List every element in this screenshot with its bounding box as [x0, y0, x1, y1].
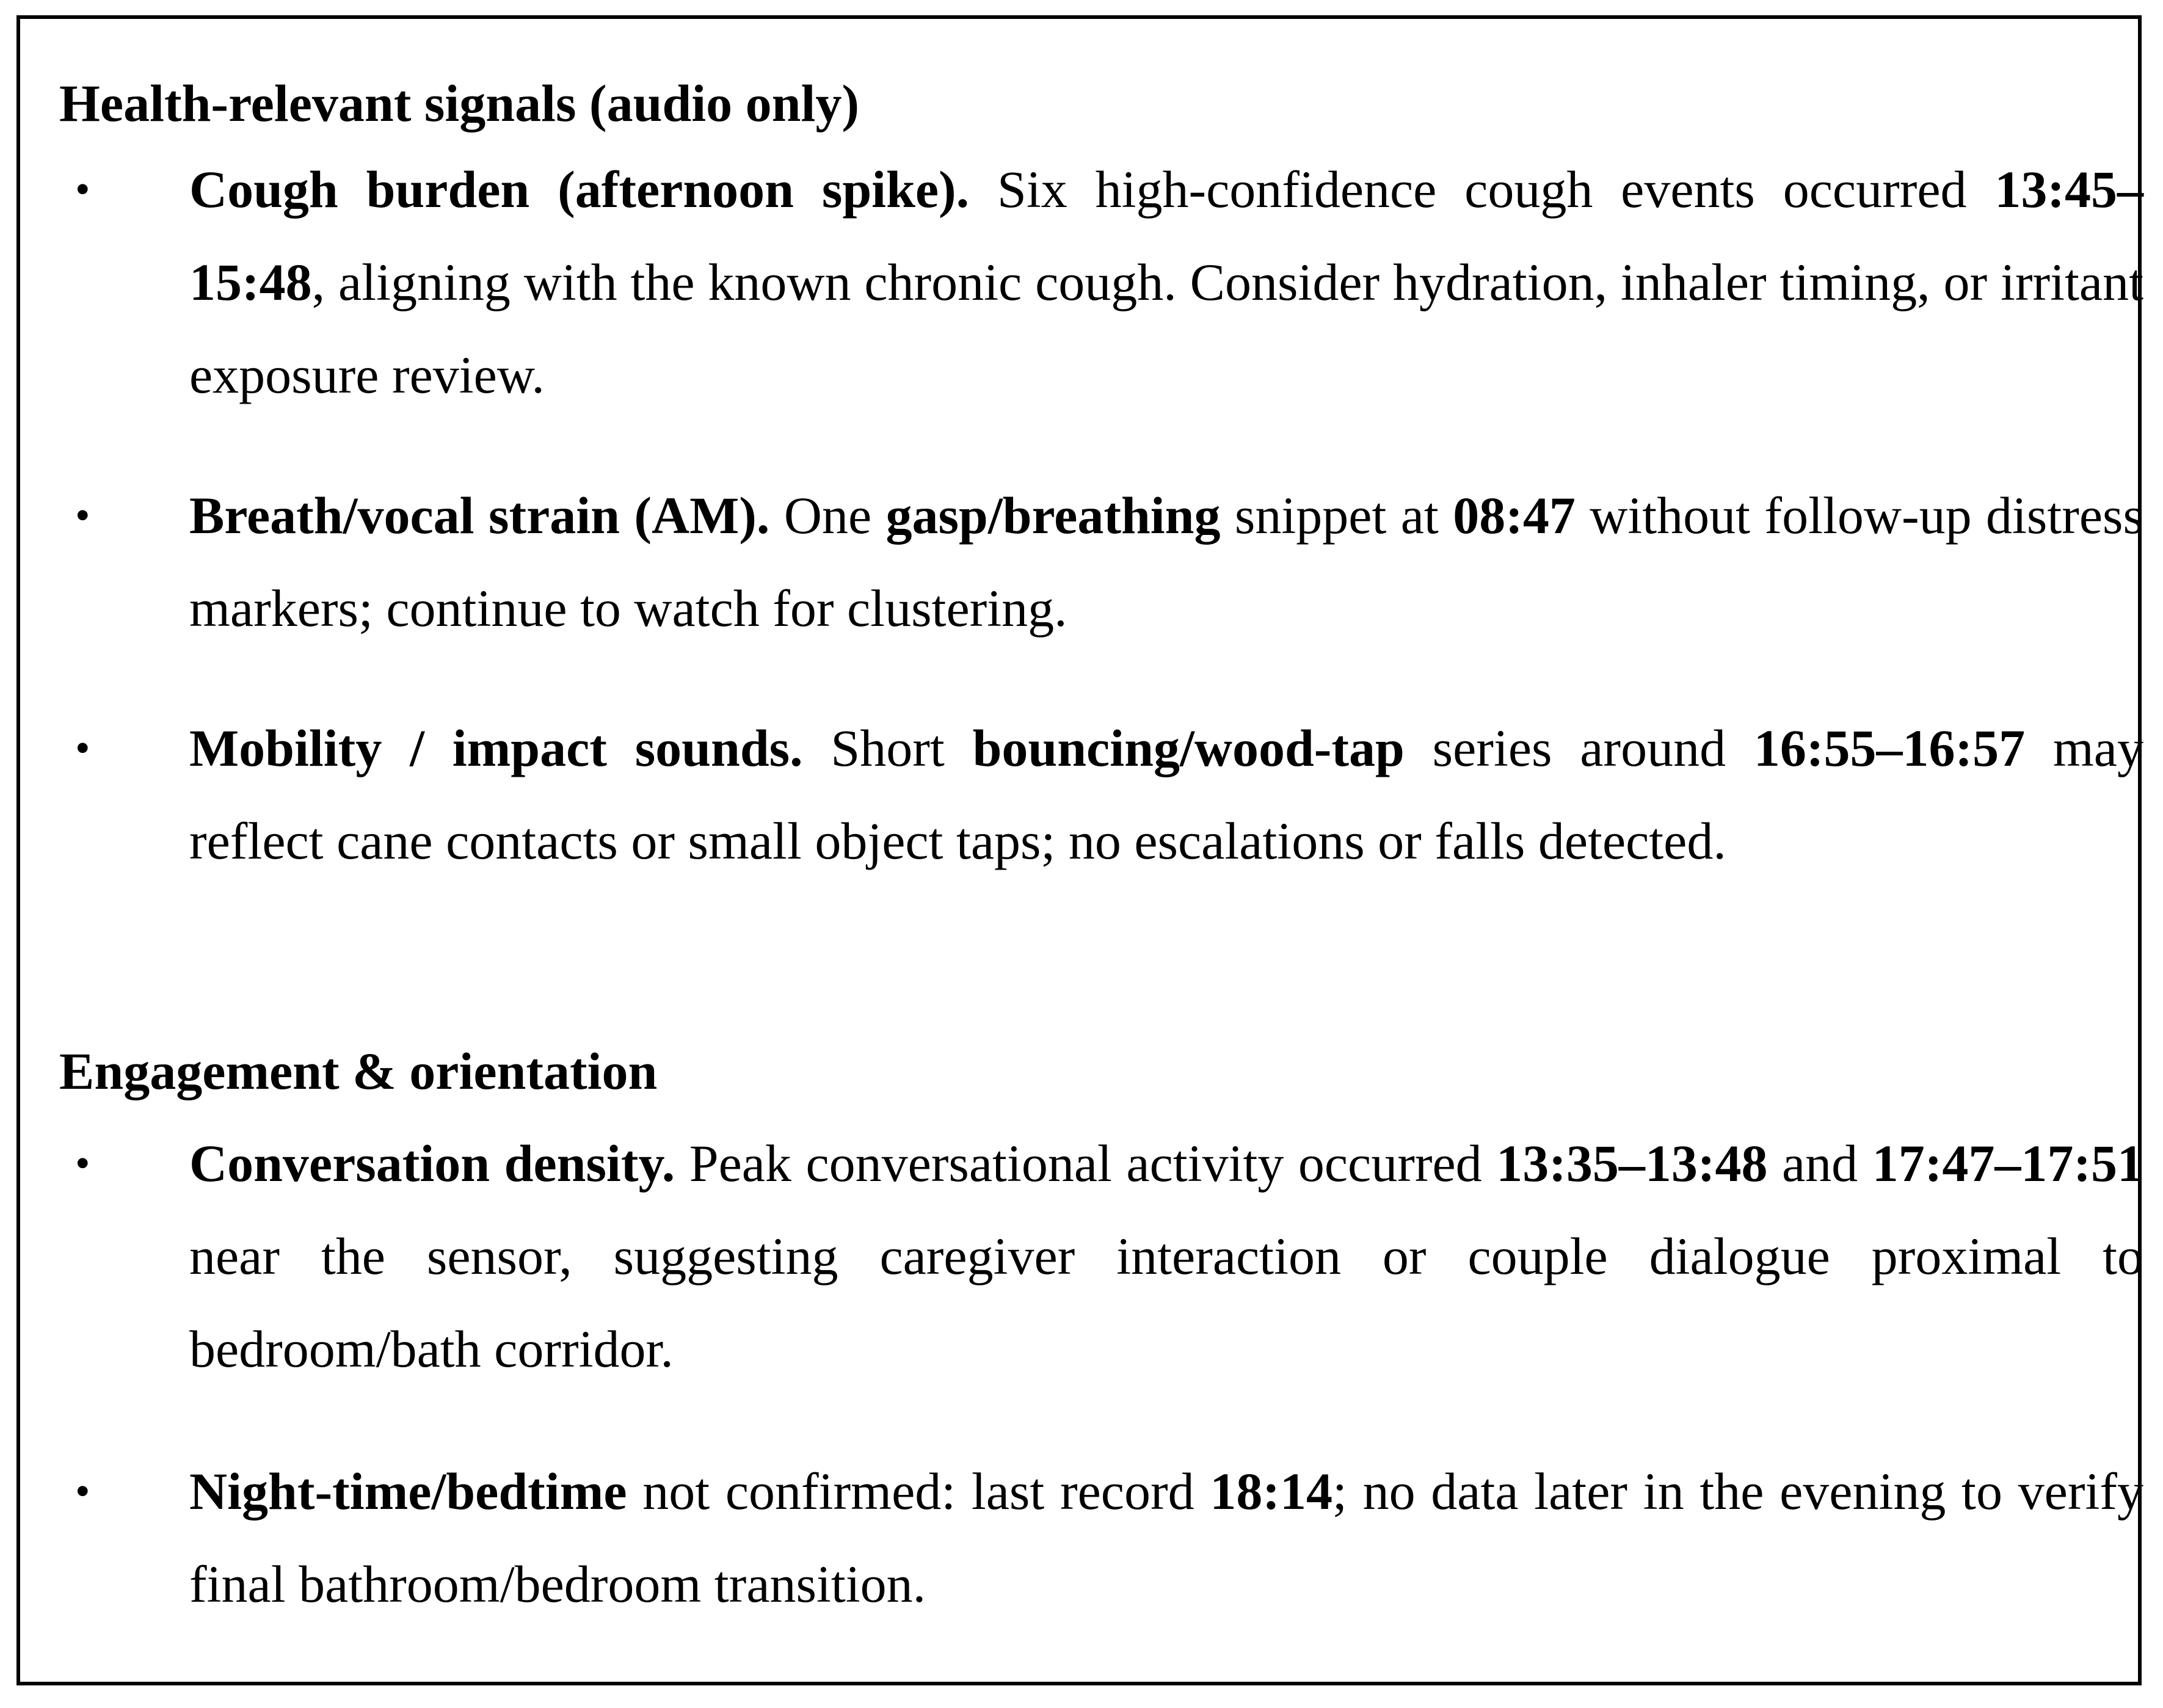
body-text: Peak conversational activity occurred	[675, 1134, 1497, 1193]
emphasis-text: gasp/breathing	[885, 486, 1221, 545]
body-text: near the sensor, suggesting caregiver interaction or couple dialogue proximal to bedroom/bath corridor.	[189, 1227, 2143, 1378]
list-item-text	[189, 1445, 2143, 1630]
emphasis-text: 16:55–16:57	[1753, 719, 2026, 777]
list-item-text	[189, 469, 2143, 655]
list-item-text	[189, 143, 2143, 421]
body-text: series around	[1404, 719, 1754, 777]
emphasis-text: bouncing/wood-tap	[972, 719, 1405, 777]
body-text: ; no data later in the evening to verify final bathroom/bedroom transition.	[189, 1462, 2143, 1613]
bullet-dot-icon: •	[75, 492, 90, 539]
emphasis-text: 08:47	[1453, 486, 1576, 545]
emphasis-text: 18:14	[1210, 1462, 1332, 1521]
bullet-dot-icon: •	[75, 166, 90, 213]
section-heading-engagement: Engagement & orientation	[59, 1042, 658, 1100]
body-text: Six high-confidence cough events occurred	[969, 160, 1995, 219]
emphasis-text: 17:47–17:51	[1872, 1134, 2143, 1193]
bullet-dot-icon: •	[75, 1140, 90, 1187]
bullet-dot-icon: •	[75, 725, 90, 772]
body-text: One	[769, 486, 886, 545]
emphasis-text: Conversation density.	[189, 1134, 675, 1193]
bullet-dot-icon: •	[75, 1468, 90, 1515]
emphasis-text: 13:45–15:48	[189, 160, 2143, 311]
section-heading-health-signals: Health-relevant signals (audio only)	[59, 74, 859, 133]
body-text: may reflect cane contacts or small object taps; no escalations or falls detected.	[189, 719, 2143, 870]
list-item-text	[189, 702, 2143, 887]
body-text: not confirmed: last record	[627, 1462, 1210, 1521]
body-text: snippet at	[1220, 486, 1453, 545]
body-text: Short	[802, 719, 973, 777]
emphasis-text: 13:35–13:48	[1496, 1134, 1768, 1193]
emphasis-text: Breath/vocal strain (AM).	[189, 486, 770, 545]
body-text: , aligning with the known chronic cough. Consider hydration, inhaler timing, or irritant exposure review.	[189, 253, 2143, 404]
list-item-text	[189, 1117, 2143, 1395]
emphasis-text: Night-time/bedtime	[189, 1462, 627, 1521]
emphasis-text: Mobility / impact sounds.	[189, 719, 803, 777]
summary-box	[16, 15, 2142, 1685]
body-text: without follow-up distress markers; continue to watch for clustering.	[189, 486, 2143, 638]
body-text: and	[1767, 1134, 1872, 1193]
emphasis-text: Cough burden (afternoon spike).	[189, 160, 970, 219]
